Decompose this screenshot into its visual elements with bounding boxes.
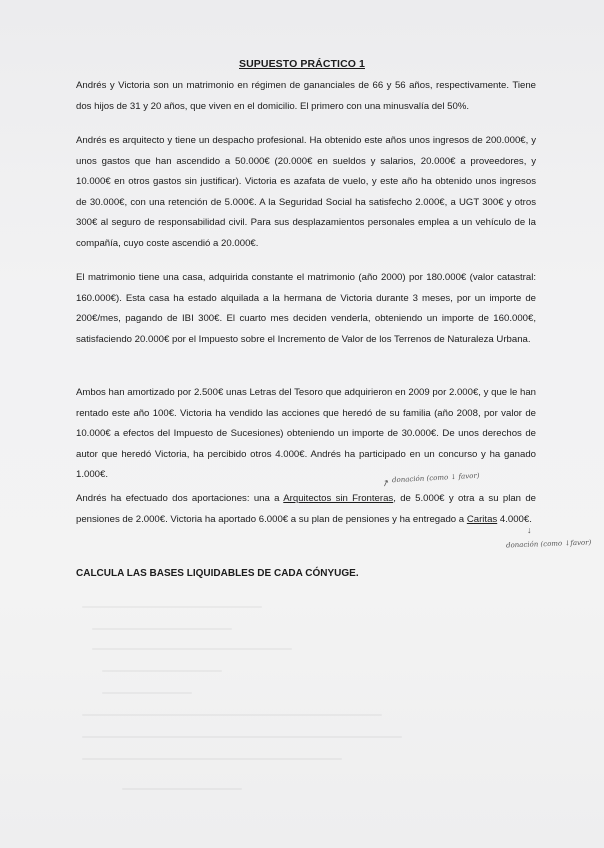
contributions-text-1: Andrés ha efectuado dos aportaciones: una a [76, 493, 284, 504]
handwritten-arrow-icon: ↗ [380, 477, 391, 490]
contributions-text-2: , de 5.000€ y otra a su plan de pensiones de 2.000€. Victoria ha aportado 6.000€ a su plan de pensiones y ha entregado a [76, 493, 536, 525]
handwritten-note-1: donación (como ↓ favor) [391, 471, 480, 485]
instruction-heading: CALCULA LAS BASES LIQUIDABLES DE CADA CÓNYUGE. [76, 568, 359, 579]
underlined-arquitectos: Arquitectos sin Fronteras [283, 493, 394, 504]
handwritten-down-arrow-icon: ↓ [527, 525, 532, 535]
paragraph-income: Andrés es arquitecto y tiene un despacho profesional. Ha obtenido este años unos ingresos de 200.000€, y unos gastos que han ascendido a 50.000€ (20.000€ en sueldos y salarios, 20.000€ a proveedores, y 10.000€ en otros gastos sin justificar). Victoria es azafata de vuelo, y este año ha obtenido unos ingresos de 30.000€, con una retención de 5.000€. A la Seguridad Social ha satisfecho 2.000€, a UGT 300€ y otros 300€ al seguro de responsabilidad civil. Para sus desplazamientos personales emplea a un vehículo de la compañía, cuyo coste ascendió a 20.000€. [76, 135, 536, 249]
underlined-caritas: Caritas [466, 513, 498, 525]
show-through-texture [62, 588, 562, 818]
paragraph-family: Andrés y Victoria son un matrimonio en régimen de gananciales de 66 y 56 años, respectivamente. Tiene dos hijos de 31 y 20 años, que viven en el domicilio. El primero con una minusvalía del 50%. [76, 80, 536, 112]
paragraph-investments: Ambos han amortizado por 2.500€ unas Letras del Tesoro que adquirieron en 2009 por 2.000€, y que le han rentado este año 100€. Victoria ha vendido las acciones que heredó de su familia (año 2008, por valor de 10.000€ a efectos del Impuesto de Sucesiones) obteniendo un importe de 30.000€. De unos derechos de autor que heredó Victoria, ha percibido otros 4.000€. Andrés ha participado en un concurso y ha ganado 1.000€. [76, 387, 536, 481]
paragraph-house: El matrimonio tiene una casa, adquirida constante el matrimonio (año 2000) por 180.000€ (valor catastral: 160.000€). Esta casa ha estado alquilada a la hermana de Victoria durante 3 meses, por un importe de 200€/mes, pagando de IBI 300€. El cuarto mes deciden venderla, obteniendo un importe de 160.000€, satisfaciendo 20.000€ por el Impuesto sobre el Incremento de Valor de los Terrenos de Naturaleza Urbana. [76, 272, 536, 345]
contributions-text-3: 4.000€. [497, 513, 532, 525]
paragraph-contributions [76, 489, 536, 530]
handwritten-note-2: donación (como ↓favor) [505, 538, 592, 550]
document-title: SUPUESTO PRÁCTICO 1 [239, 58, 365, 70]
